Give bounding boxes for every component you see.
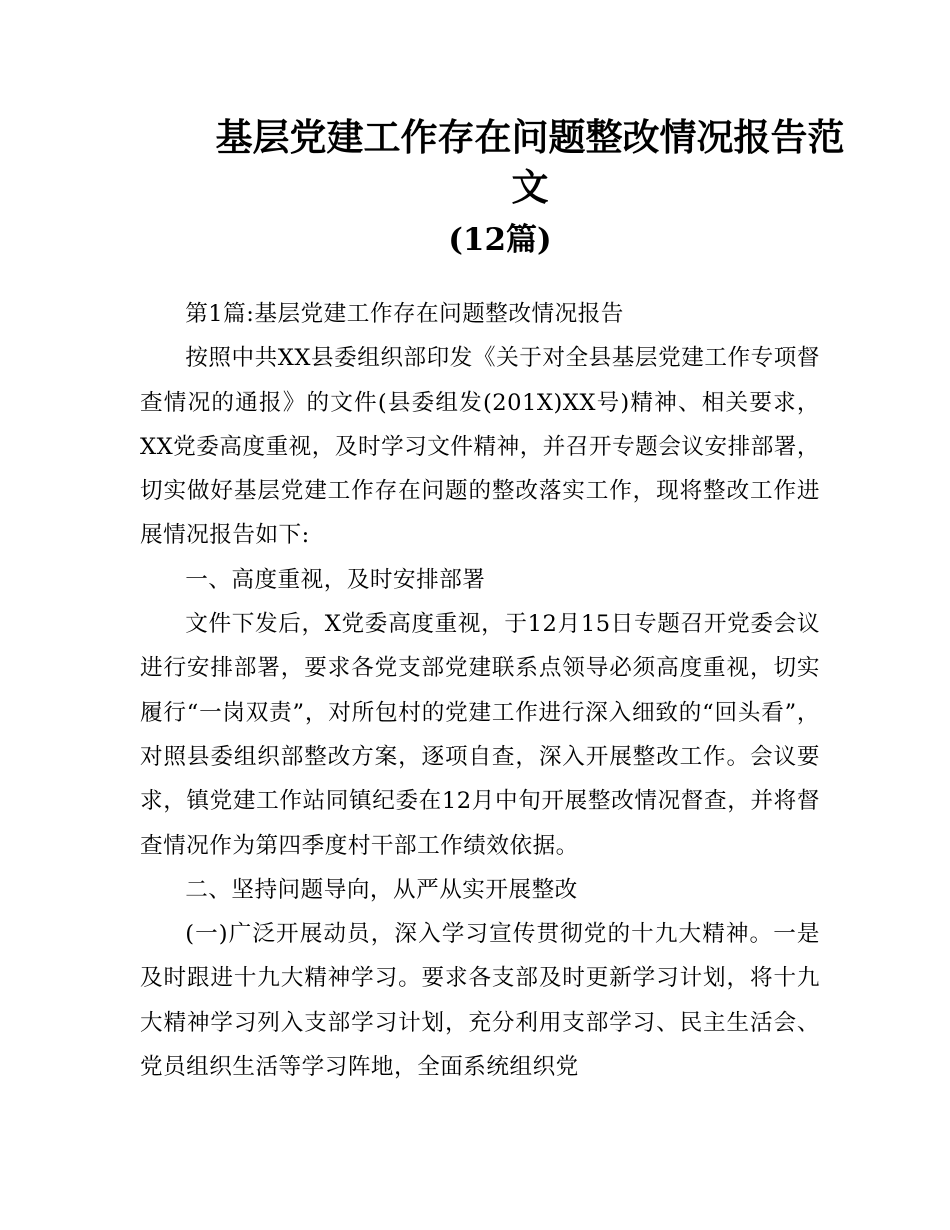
- section-1-paragraph: 文件下发后，X党委高度重视，于12月15日专题召开党委会议进行安排部署，要求各党支部党建联系点领导必须高度重视，切实履行“一岗双责”，对所包村的党建工作进行深入细致的“回头看”，对照县委组织部整改方案，逐项自查，深入开展整改工作。会议要求，镇党建工作站同镇纪委在12月中旬开展整改情况督查，并将督查情况作为第四季度村干部工作绩效依据。: [140, 611, 820, 859]
- title-line-1: 基层党建工作存在问题整改情况报告范文: [215, 115, 845, 209]
- document-body: [140, 292, 820, 1089]
- section-2-paragraph: (一)广泛开展动员，深入学习宣传贯彻党的十九大精神。一是及时跟进十九大精神学习。要求各支部及时更新学习计划，将十九大精神学习列入支部学习计划，充分利用支部学习、民主生活会、党员组织生活等学习阵地，全面系统组织党: [140, 921, 820, 1081]
- title-line-2: (12篇): [448, 222, 552, 258]
- section-heading-2: 二、坚持问题导向，从严从实开展整改: [185, 876, 578, 903]
- intro-paragraph: 按照中共XX县委组织部印发《关于对全县基层党建工作专项督查情况的通报》的文件(县委组发(201X)XX号)精神、相关要求，XX党委高度重视，及时学习文件精神，并召开专题会议安排部署，切实做好基层党建工作存在问题的整改落实工作，现将整改工作进展情况报告如下:: [140, 345, 820, 549]
- section-heading-article-1: 第1篇:基层党建工作存在问题整改情况报告: [185, 301, 624, 327]
- section-heading-1: 一、高度重视，及时安排部署: [185, 566, 486, 593]
- document-title: [140, 112, 860, 265]
